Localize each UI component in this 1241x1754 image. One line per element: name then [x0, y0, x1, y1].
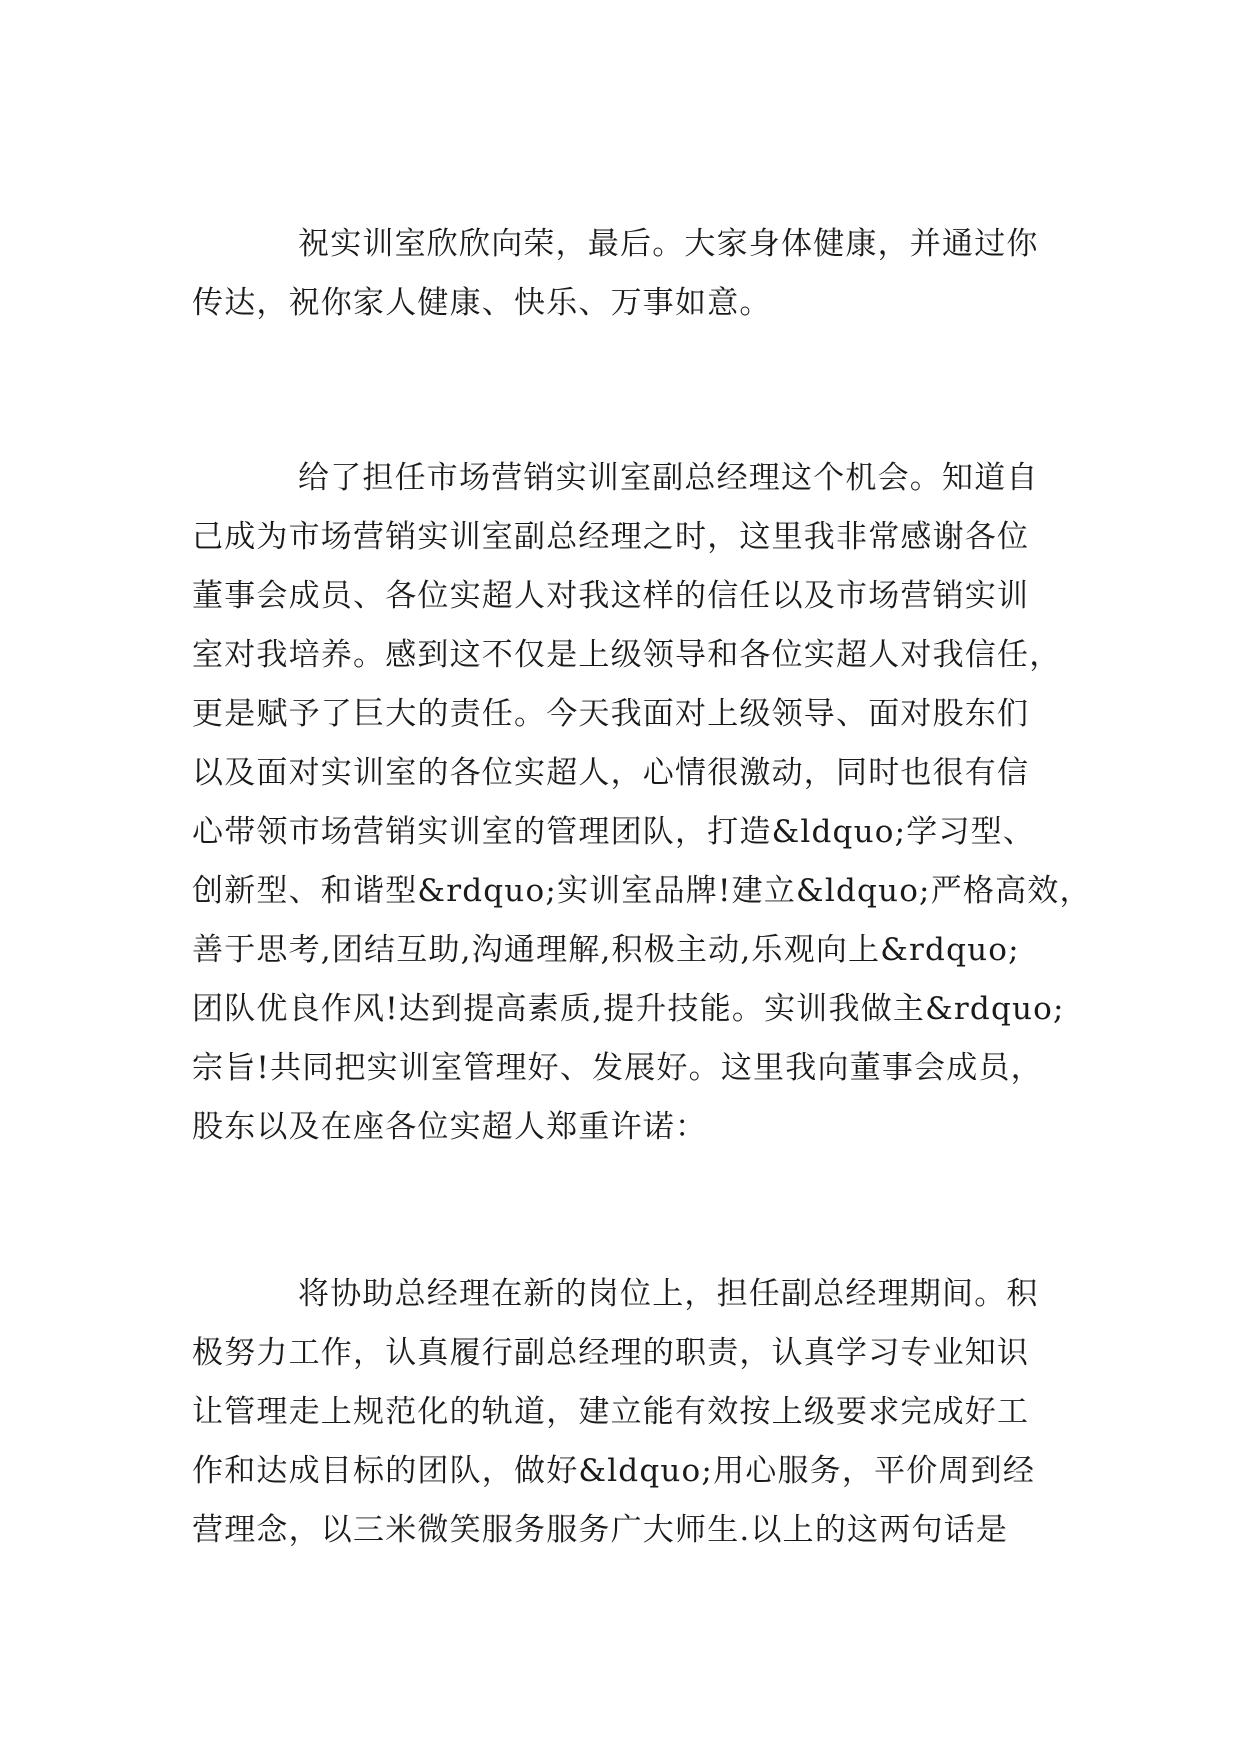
- text-line: 董事会成员、各位实超人对我这样的信任以及市场营销实训: [192, 578, 1030, 614]
- text-line: 己成为市场营销实训室副总经理之时，这里我非常感谢各位: [192, 519, 1030, 555]
- paragraph-appointment-thanks: [192, 449, 1092, 1157]
- text-line: 股东以及在座各位实超人郑重许诺：: [192, 1109, 708, 1145]
- text-line: 给了担任市场营销实训室副总经理这个机会。知道自: [298, 460, 1039, 496]
- text-line: 祝实训室欣欣向荣，最后。大家身体健康，并通过你: [298, 226, 1039, 262]
- text-line: 团队优良作风!达到提高素质,提升技能。实训我做主&rdquo;: [192, 991, 1065, 1027]
- text-line: 营理念，以三米微笑服务服务广大师生.以上的这两句话是: [192, 1512, 1009, 1548]
- text-line: 创新型、和谐型&rdquo;实训室品牌!建立&ldquo;严格高效，: [192, 873, 1092, 909]
- text-line: 作和达成目标的团队，做好&ldquo;用心服务，平价周到经: [192, 1453, 1036, 1489]
- text-line: 极努力工作，认真履行副总经理的职责，认真学习专业知识: [192, 1335, 1030, 1371]
- text-line: 更是赋予了巨大的责任。今天我面对上级领导、面对股东们: [192, 696, 1030, 732]
- text-line: 让管理走上规范化的轨道，建立能有效按上级要求完成好工: [192, 1394, 1030, 1430]
- paragraph-commitment: [192, 1265, 1052, 1560]
- paragraph-closing-wishes: [192, 215, 1052, 333]
- text-line: 室对我培养。感到这不仅是上级领导和各位实超人对我信任，: [192, 637, 1062, 673]
- text-line: 将协助总经理在新的岗位上，担任副总经理期间。积: [298, 1276, 1039, 1312]
- text-line: 善于思考,团结互助,沟通理解,积极主动,乐观向上&rdquo;: [192, 932, 1020, 968]
- text-line: 心带领市场营销实训室的管理团队，打造&ldquo;学习型、: [192, 814, 1036, 850]
- text-line: 宗旨!共同把实训室管理好、发展好。这里我向董事会成员，: [192, 1050, 1043, 1086]
- text-line: 以及面对实训室的各位实超人，心情很激动，同时也很有信: [192, 755, 1030, 791]
- text-line: 传达，祝你家人健康、快乐、万事如意。: [192, 285, 772, 321]
